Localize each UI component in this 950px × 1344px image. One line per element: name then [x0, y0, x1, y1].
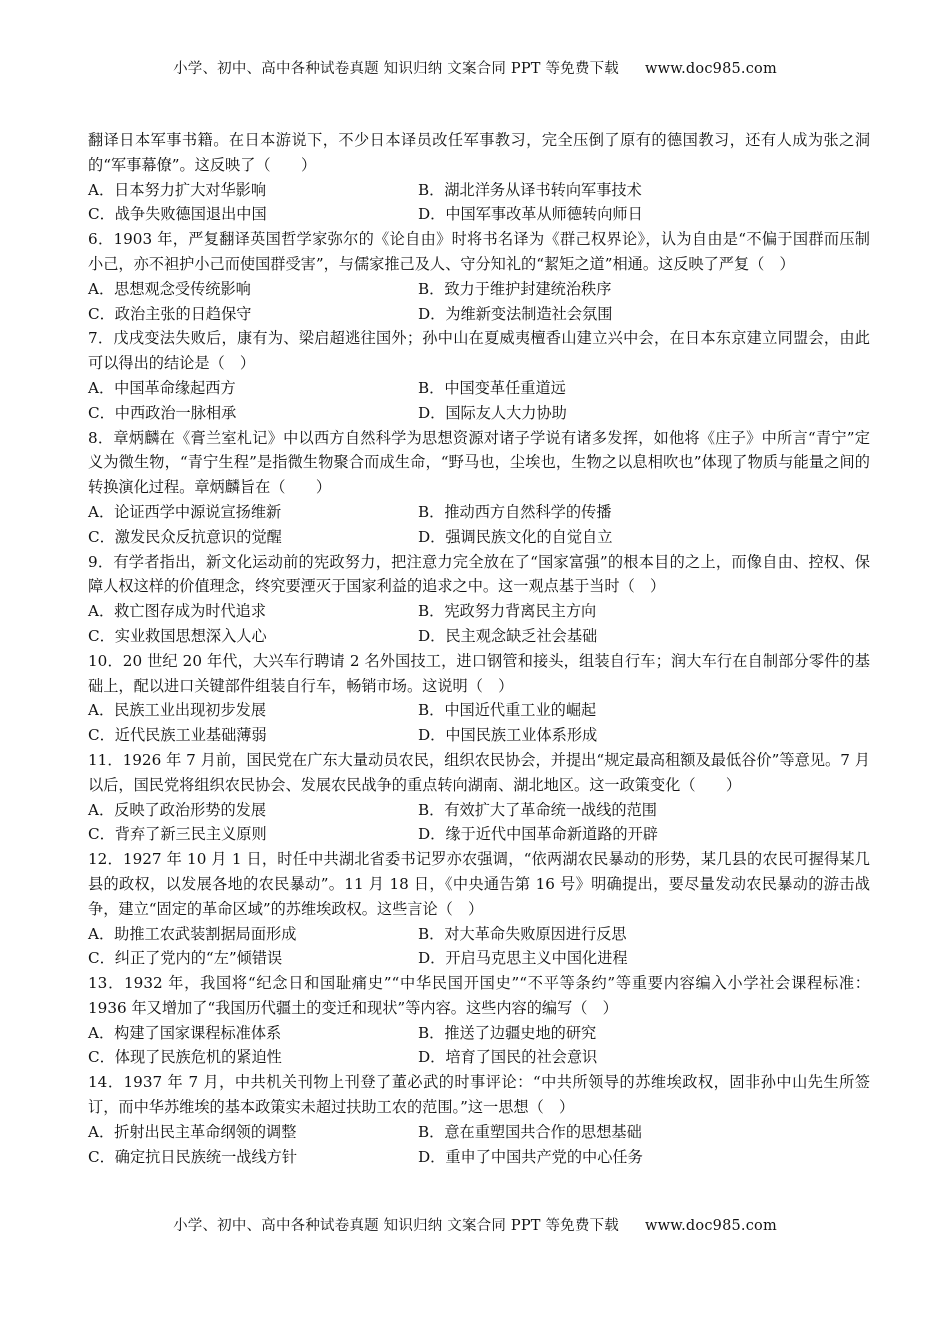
question-stem: 9．有学者指出，新文化运动前的宪政努力，把注意力完全放在了“国家富强”的根本目的之上，而像自由、控权、保障人权这样的价值理念，终究要湮灭于国家利益的追求之中。这一观点基于当时（ ） — [88, 552, 870, 596]
option-row — [88, 178, 870, 203]
question-14 — [88, 1070, 870, 1169]
option-row — [88, 525, 870, 550]
option-c[interactable]: C．确定抗日民族统一战线方针 — [88, 1147, 298, 1166]
question-stem: 12．1927 年 10 月 1 日，时任中共湖北省委书记罗亦农强调，“依两湖农民暴动的形势，某几县的农民可握得某几县的政权，以发展各地的农民暴动”。11 月 18 日，《中央通告第 16 号》明确提出，要尽量发动农民暴动的游击战争，建立“固定的革命区域”的苏维埃政权。这些言论（ ） — [88, 850, 870, 918]
option-a[interactable]: A．反映了政治形势的发展 — [88, 800, 267, 819]
option-d[interactable]: D．国际友人大力协助 — [418, 403, 567, 422]
option-b[interactable]: B．致力于维护封建统治秩序 — [418, 279, 612, 298]
question-list — [88, 128, 870, 1169]
option-d[interactable]: D．强调民族文化的自觉自立 — [418, 527, 613, 546]
option-d[interactable]: D．开启马克思主义中国化进程 — [418, 949, 628, 968]
question-stem: 11．1926 年 7 月前，国民党在广东大量动员农民，组织农民协会，并提出“规定最高租额及最低谷价”等意见。7 月以后，国民党将组织农民协会、发展农民战争的重点转向湖南、湖北地区。这一政策变化（ ） — [88, 750, 870, 794]
question-stem: 6．1903 年，严复翻译英国哲学家弥尔的《论自由》时将书名译为《群己权界论》，认为自由是“不偏于国群而压制小己，亦不袒护小己而使国群受害”，与儒家推己及人、守分知礼的“絜矩之道”相通。这反映了严复（ ） — [88, 230, 870, 273]
option-a[interactable]: A．救亡图存成为时代追求 — [88, 602, 267, 621]
footer-text: 小学、初中、高中各种试卷真题 知识归纳 文案合同 PPT 等免费下载 — [173, 1218, 619, 1234]
header-site-link[interactable]: www.doc985.com — [644, 61, 777, 77]
option-d[interactable]: D．重申了中国共产党的中心任务 — [418, 1147, 643, 1166]
question-6 — [88, 227, 870, 326]
option-c[interactable]: C．实业救国思想深入人心 — [88, 626, 267, 645]
option-d[interactable]: D．缘于近代中国革命新道路的开辟 — [418, 825, 658, 844]
option-row — [88, 624, 870, 649]
option-row — [88, 1120, 870, 1145]
option-b[interactable]: B．湖北洋务从译书转向军事技术 — [418, 180, 642, 199]
option-a[interactable]: A．论证西学中源说宣扬维新 — [88, 502, 282, 521]
option-c[interactable]: C．体现了民族危机的紧迫性 — [88, 1048, 282, 1067]
option-b[interactable]: B．有效扩大了革命统一战线的范围 — [418, 800, 657, 819]
option-c[interactable]: C．战争失败德国退出中国 — [88, 205, 267, 224]
option-b[interactable]: B．中国近代重工业的崛起 — [418, 701, 597, 720]
question-10 — [88, 649, 870, 748]
option-c[interactable]: C．背弃了新三民主义原则 — [88, 825, 267, 844]
option-c[interactable]: C．中西政治一脉相承 — [88, 403, 237, 422]
option-d[interactable]: D．中国军事改革从师德转向师日 — [418, 205, 643, 224]
option-row — [88, 798, 870, 823]
question-stem: 8．章炳麟在《膏兰室札记》中以西方自然科学为思想资源对诸子学说有诸多发挥，如他将《庄子》中所言“青宁”定义为微生物，“青宁生程”是指微生物聚合而成生命，“野马也，尘埃也，生物之以息相吹也”体现了物质与能量之间的转换演化过程。章炳麟旨在（ ） — [88, 428, 870, 497]
option-a[interactable]: A．构建了国家课程标准体系 — [88, 1023, 282, 1042]
question-stem: 7．戊戌变法失败后，康有为、梁启超逃往国外；孙中山在夏威夷檀香山建立兴中会，在日本东京建立同盟会，由此可以得出的结论是（ ） — [88, 329, 870, 373]
option-a[interactable]: A．民族工业出现初步发展 — [88, 701, 267, 720]
option-row — [88, 277, 870, 302]
page-footer — [0, 1214, 950, 1235]
option-a[interactable]: A．思想观念受传统影响 — [88, 279, 251, 298]
option-c[interactable]: C．激发民众反抗意识的觉醒 — [88, 527, 282, 546]
question-stem: 10．20 世纪 20 年代，大兴车行聘请 2 名外国技工，进口钢管和接头，组装自行车；润大车行在自制部分零件的基础上，配以进口关键部件组装自行车，畅销市场。这说明（ ） — [88, 651, 870, 695]
option-row — [88, 723, 870, 748]
option-row — [88, 946, 870, 971]
question-12 — [88, 847, 870, 971]
option-b[interactable]: B．中国变革任重道远 — [418, 378, 566, 397]
question-9 — [88, 550, 870, 649]
option-row — [88, 202, 870, 227]
option-b[interactable]: B．推送了边疆史地的研究 — [418, 1023, 597, 1042]
question-8 — [88, 426, 870, 550]
option-d[interactable]: D．民主观念缺乏社会基础 — [418, 626, 598, 645]
option-b[interactable]: B．推动西方自然科学的传播 — [418, 502, 612, 521]
question-11 — [88, 748, 870, 847]
option-row — [88, 401, 870, 426]
option-row — [88, 500, 870, 525]
page-header — [0, 57, 950, 78]
option-row — [88, 1145, 870, 1170]
question-13 — [88, 971, 870, 1070]
footer-site-link[interactable]: www.doc985.com — [644, 1218, 777, 1234]
option-row — [88, 599, 870, 624]
question-7 — [88, 326, 870, 425]
option-row — [88, 302, 870, 327]
option-c[interactable]: C．纠正了党内的“左”倾错误 — [88, 949, 283, 968]
option-d[interactable]: D．中国民族工业体系形成 — [418, 726, 598, 745]
option-row — [88, 1045, 870, 1070]
option-a[interactable]: A．中国革命缘起西方 — [88, 378, 236, 397]
question-stem: 13．1932 年，我国将“纪念日和国耻痛史”“中华民国开国史”“不平等条约”等重要内容编入小学社会课程标准：1936 年又增加了“我国历代疆土的变迁和现状”等内容。这些内容的编写（ ） — [88, 974, 870, 1017]
option-b[interactable]: B．意在重塑国共合作的思想基础 — [418, 1122, 642, 1141]
header-text: 小学、初中、高中各种试卷真题 知识归纳 文案合同 PPT 等免费下载 — [173, 61, 619, 77]
option-row — [88, 698, 870, 723]
option-c[interactable]: C．近代民族工业基础薄弱 — [88, 726, 267, 745]
option-row — [88, 376, 870, 401]
option-c[interactable]: C．政治主张的日趋保守 — [88, 304, 252, 323]
option-row — [88, 822, 870, 847]
question-stem: 翻译日本军事书籍。在日本游说下，不少日本译员改任军事教习，完全压倒了原有的德国教习，还有人成为张之洞的“军事幕僚”。这反映了（ ） — [88, 131, 870, 174]
question-stem: 14．1937 年 7 月，中共机关刊物上刊登了董必武的时事评论：“中共所领导的苏维埃政权，固非孙中山先生所签订，而中华苏维埃的基本政策实未超过扶助工农的范围。”这一思想（ ） — [88, 1073, 870, 1117]
option-a[interactable]: A．助推工农武装割据局面形成 — [88, 924, 297, 943]
option-d[interactable]: D．为维新变法制造社会氛围 — [418, 304, 613, 323]
question-5 — [88, 128, 870, 227]
option-d[interactable]: D．培育了国民的社会意识 — [418, 1048, 598, 1067]
option-row — [88, 922, 870, 947]
option-a[interactable]: A．日本努力扩大对华影响 — [88, 180, 267, 199]
option-row — [88, 1021, 870, 1046]
option-a[interactable]: A．折射出民主革命纲领的调整 — [88, 1122, 297, 1141]
option-b[interactable]: B．宪政努力背离民主方向 — [418, 602, 597, 621]
option-b[interactable]: B．对大革命失败原因进行反思 — [418, 924, 627, 943]
